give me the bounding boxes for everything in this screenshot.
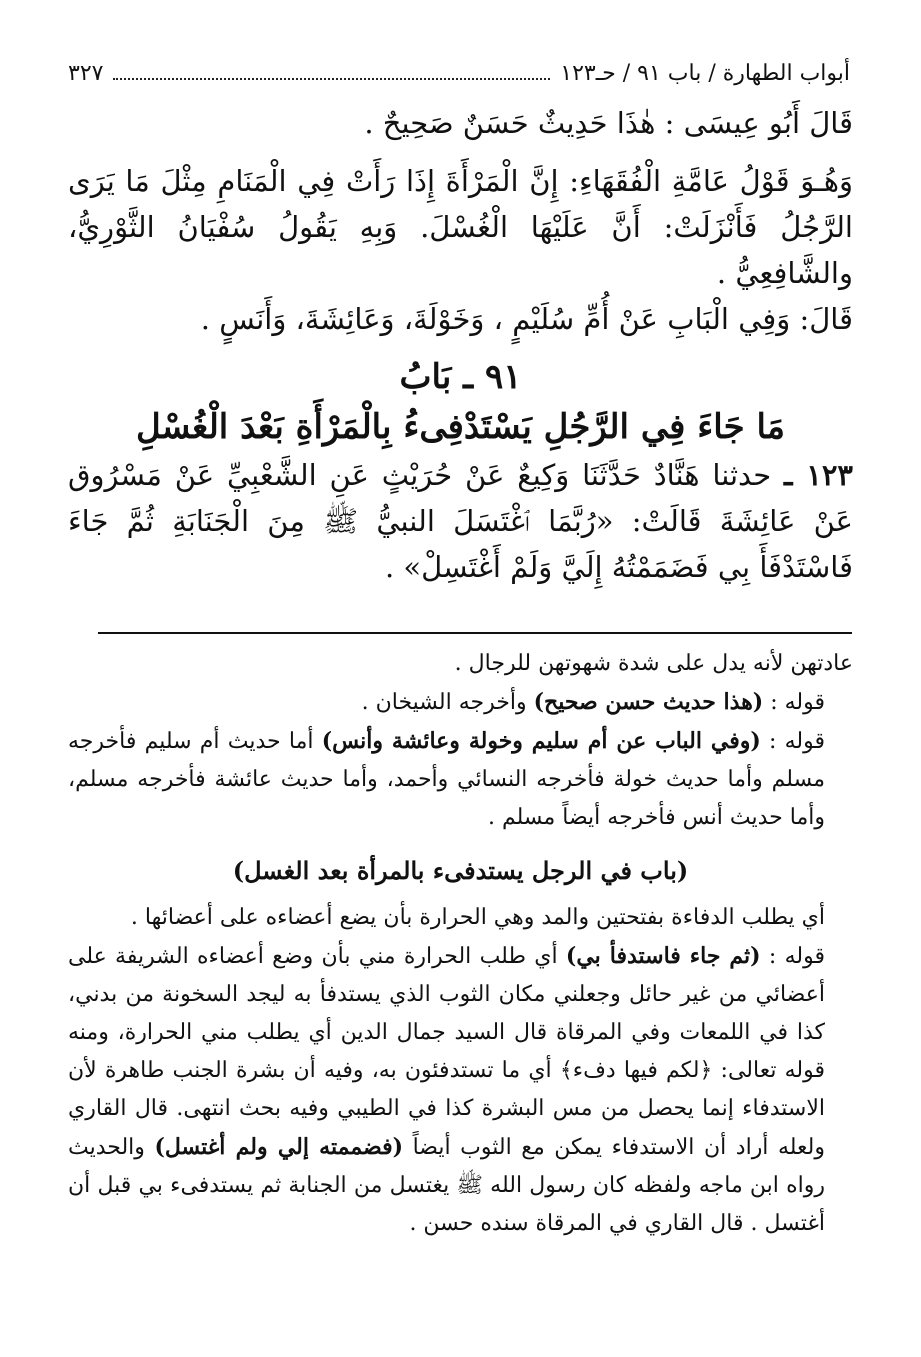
- commentary-definition: أي يطلب الدفاءة بفتحتين والمد وهي الحرارة بأن يضع أعضاءه على أعضائها .: [130, 905, 825, 930]
- header-leader-dots: [113, 78, 550, 80]
- chapter-title: مَا جَاءَ فِي الرَّجُلِ يَسْتَدْفِىءُ بِالْمَرْأَةِ بَعْدَ الْغُسْلِ: [135, 407, 786, 447]
- commentary-section-title: (باب في الرجل يستدفىء بالمرأة بعد الغسل): [232, 856, 689, 885]
- commentary-note-1: [68, 683, 853, 722]
- note-quote: (هذا حديث حسن صحيح): [533, 689, 764, 715]
- footnote-divider: [98, 632, 852, 634]
- note-lead: قوله :: [760, 729, 826, 754]
- note-body-2: والحديث رواه ابن ماجه ولفظه كان رسول الله ﷺ يغتسل من الجنابة ثم يستدفىء بي قبل أن أغتسل . قال القاري في المرقاة سنده حسن .: [68, 1135, 825, 1236]
- note-body: أما حديث أم سليم فأخرجه مسلم وأما حديث خولة فأخرجه النسائي وأحمد، وأما حديث عائشة فأخرجه مسلم، وأما حديث أنس فأخرجه أيضاً مسلم .: [68, 729, 825, 830]
- note-quote: (ثم جاء فاستدفأ بي): [565, 943, 761, 969]
- jurists-opinion-paragraph: وَهُـوَ قَوْلُ عَامَّةِ الْفُقَهَاءِ: إِنَّ الْمَرْأَةَ إِذَا رَأَتْ فِي الْمَنَامِ مِثْلَ مَا يَرَى الرَّجُلُ فَأَنْزَلَتْ: أَنَّ عَلَيْهَا الْغُسْلَ. وَبِهِ يَقُولُ سُفْيَانُ الثَّوْرِيُّ، والشَّافِعِيُّ .: [68, 164, 853, 290]
- commentary-section: [68, 645, 853, 1243]
- commentary-note-2: [68, 722, 853, 837]
- hadith-number: ١٢٣ ـ: [784, 458, 853, 492]
- hadith-paragraph: [68, 452, 853, 590]
- commentary-continuation: عادتهن لأنه يدل على شدة شهوتهن للرجال .: [454, 651, 853, 676]
- hadith-text: حدثنا هَنَّادٌ حَدَّثَنَا وَكِيعٌ عَنْ حُرَيْثٍ عَنِ الشَّعْبِيِّ عَنْ مَسْرُوق عَنْ عَائِشَةَ قَالَتْ: «رُبَّمَا ٱغْتَسَلَ النبيُّ ﷺ مِنَ الْجَنَابَةِ ثُمَّ جَاءَ فَاسْتَدْفَأَ بِي فَضَمَمْتُهُ إِلَيَّ وَلَمْ أَغْتَسِلْ» .: [68, 458, 853, 584]
- note-body: وأخرجه الشيخان .: [361, 690, 534, 715]
- page-number: ٣٢٧: [68, 61, 104, 86]
- note-lead: قوله :: [763, 690, 825, 715]
- note-quote-2: (فضممته إلي ولم أغتسل): [154, 1134, 404, 1160]
- chapter-number: ٩١ ـ بَابُ: [399, 357, 522, 397]
- header-title: أبواب الطهارة / باب ٩١ / حـ١٢٣: [560, 61, 850, 86]
- chapter-references: قَالَ: وَفِي الْبَابِ عَنْ أُمِّ سُلَيْمٍ ، وَخَوْلَةَ، وَعَائِشَةَ، وَأَنَسٍ .: [200, 302, 853, 336]
- running-header: [68, 46, 850, 86]
- note-body: أي طلب الحرارة مني بأن وضع أعضاءه الشريفة على أعضائي من غير حائل وجعلني مكان الثوب الذي يستدفأ به ليجد السخونة من بدني، كذا في اللمعات وفي المرقاة قال السيد جمال الدين أي يطلب مني الحرارة، ومنه قوله تعالى: ﴿لكم فيها دفء﴾ أي ما تستدفئون به، وفيه أن بشرة الجنب طاهرة لأن الاستدفاء إنما يحصل من مس البشرة كذا في الطيبي وفيه بحث انتهى. قال القاري ولعله أراد أن الاستدفاء يمكن مع الثوب أيضاً: [68, 944, 826, 1160]
- tirmidhi-comment: قَالَ أَبُو عِيسَى : هٰذَا حَدِيثٌ حَسَنٌ صَحِيحٌ .: [364, 106, 853, 140]
- note-lead: قوله :: [760, 944, 825, 969]
- commentary-note-3: [68, 937, 853, 1243]
- main-text: [68, 100, 853, 590]
- note-quote: (وفي الباب عن أم سليم وخولة وعائشة وأنس): [321, 728, 761, 754]
